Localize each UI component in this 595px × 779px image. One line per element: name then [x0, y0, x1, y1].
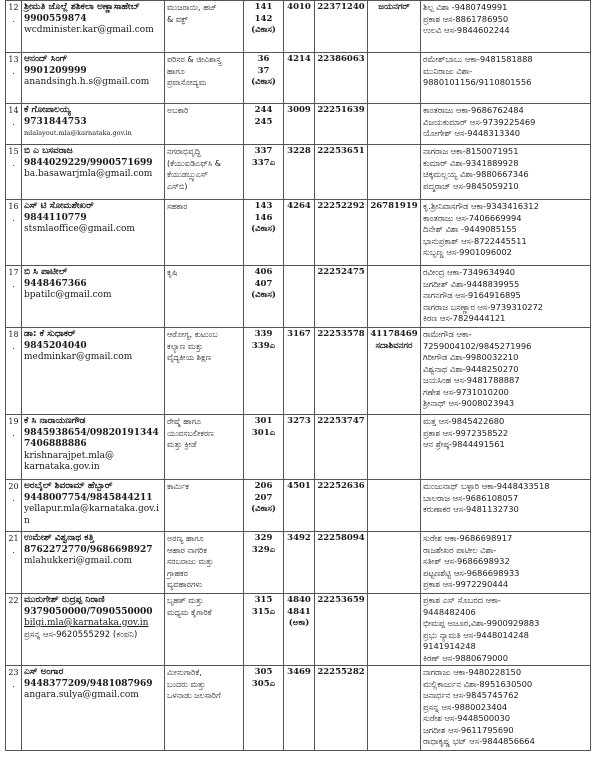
- department-cell: [165, 594, 244, 666]
- minister-phone: 9900559874: [24, 13, 87, 24]
- room-number: 244: [254, 105, 273, 115]
- room-number: 315ಎ: [251, 606, 276, 617]
- minister-cell: [22, 480, 165, 532]
- staff-contacts-cell: [421, 104, 591, 145]
- minister-name: ಬಿ ಸಿ ಪಾಟೀಲ್: [24, 267, 68, 277]
- department-line: ವ್ಯವಹಾರಗಳು: [167, 580, 203, 589]
- staff-contact: ಶ್ರೀನಾಥ್ ಆಸ-9008023943: [423, 398, 515, 408]
- room-number: 245: [254, 116, 273, 127]
- fax-or-residence: [368, 594, 421, 666]
- minister-name: ಕೆ ಸಿ ನಾರಾಯಣಗೌಡ: [24, 416, 86, 426]
- staff-contact: ನಾಗನಗೌಡ ಆಸ-9164916895: [423, 290, 521, 300]
- intercom-number: 3469: [284, 666, 315, 751]
- staff-contact: ಕುಮಾರ್ ವಿಶಾ-9341889928: [423, 157, 519, 168]
- intercom-number: 4010: [284, 1, 315, 53]
- department-cell: [165, 328, 244, 415]
- staff-contact: ಸುರೇಶ ಆಸ-9448500030: [423, 713, 511, 723]
- fax-or-residence: [368, 532, 421, 594]
- staff-contact: ಬಾಲರಾಜ ಆಸ-9686108057: [423, 492, 519, 503]
- room-number: 329ಎ: [251, 544, 276, 555]
- room-number: (ವಿಕಾಸ): [251, 224, 276, 234]
- staff-contact: ರಾಮೇಗೌಡ ಆಕಾ-: [423, 329, 472, 339]
- serial-number: 17.: [6, 266, 22, 328]
- minister-phone: 9845938654/09820191344 7406888886: [24, 427, 159, 449]
- fax-or-residence: [368, 666, 421, 751]
- room-number: 206: [254, 481, 273, 491]
- room-number: 407: [254, 278, 273, 289]
- minister-cell: [22, 266, 165, 328]
- minister-cell: [22, 145, 165, 200]
- staff-contacts-cell: [421, 328, 591, 415]
- room-number: (ವಿಕಾಸ): [251, 25, 276, 35]
- staff-contacts-cell: [421, 200, 591, 266]
- table-row: [6, 666, 591, 751]
- department-line: ಬಂದರು ಮತ್ತು: [167, 679, 206, 689]
- telephone-number: 22255282: [315, 666, 368, 751]
- staff-contact: 7259004102/9845271996: [423, 340, 532, 351]
- staff-contact: ವಿಶ್ವನಾಥ ವಿಶಾ-9448250270: [423, 363, 519, 374]
- fax-or-residence: 41178469 ಸದಾಶಿವನಗರ: [368, 328, 421, 415]
- department-cell: [165, 53, 244, 104]
- serial-number: 21.: [6, 532, 22, 594]
- department-line: ಒಳನಾಡು ಜಲಸಾರಿಗೆ: [167, 691, 221, 700]
- room-number: 315: [254, 595, 273, 605]
- fax-or-residence: [368, 266, 421, 328]
- department-line: ಮಧ್ಯಮ ಕೈಗಾರಿಕೆ: [167, 607, 212, 617]
- department-cell: [165, 1, 244, 53]
- table-row: [6, 145, 591, 200]
- minister-email: medminkar@gmail.com: [24, 352, 133, 362]
- serial-number: 20.: [6, 480, 22, 532]
- room-number: 305: [254, 667, 273, 677]
- minister-phone: 9448467366: [24, 278, 87, 289]
- table-row: [6, 104, 591, 145]
- room-cell: [244, 200, 284, 266]
- room-number: 146: [254, 212, 273, 223]
- minister-email: krishnarajpet.mla@: [24, 450, 115, 461]
- staff-contact: ಪ್ರಕಾಶ ಆಸ-8861786950: [423, 13, 509, 24]
- department-line: ಸಹಕಾರ: [167, 202, 188, 211]
- staff-contact: ಪದ್ಮರಾಜ್ ಆಸ-9845059210: [423, 180, 519, 191]
- room-cell: [244, 266, 284, 328]
- fax-or-residence: [368, 415, 421, 480]
- minister-cell: [22, 104, 165, 145]
- telephone-number: 22258094: [315, 532, 368, 594]
- department-line: ಆಹಾರ ನಾಗರಿಕ: [167, 545, 207, 555]
- staff-contact: ಆನ ಶ್ರೇಷ್ಠ-9844491561: [423, 439, 505, 449]
- serial-number: 15.: [6, 145, 22, 200]
- minister-cell: [22, 1, 165, 53]
- telephone-number: 22253747: [315, 415, 368, 480]
- table-body: [6, 1, 591, 751]
- fax-or-residence: [368, 145, 421, 200]
- room-cell: [244, 328, 284, 415]
- fax-or-residence: [368, 53, 421, 104]
- staff-contact: ಮತ್ತ ಆಸ-9845422680: [423, 416, 505, 426]
- serial-number: 12.: [6, 1, 22, 53]
- staff-contact: ಗಣೇಶ ಆಸ-9731010200: [423, 386, 509, 397]
- staff-contact: ಕಾಂತರಾಜು ಆಸ-7406669994: [423, 212, 522, 223]
- staff-contact: ದಿನೇಶ್ ವಿಶಾ -9449085155: [423, 224, 517, 234]
- department-line: ಕೃಷಿ: [167, 268, 178, 277]
- intercom-number: 3492: [284, 532, 315, 594]
- department-cell: [165, 532, 244, 594]
- department-line: ವೈದ್ಯಕೀಯ ಶಿಕ್ಷಣ: [167, 353, 212, 362]
- department-line: ಸರಬರಾಜು ಮತ್ತು: [167, 557, 214, 566]
- department-cell: [165, 480, 244, 532]
- minister-name: ಉಮೇಶ್ ವಿಶ್ವನಾಥ ಕತ್ತಿ: [24, 533, 94, 543]
- department-line: ಕಾರ್ಮಿಕ: [167, 482, 189, 491]
- minister-email: mlahukkeri@gmail.com: [24, 556, 133, 566]
- intercom-number: 4264: [284, 200, 315, 266]
- department-cell: [165, 200, 244, 266]
- department-line: ಮತ್ತು ಕ್ರೀಡೆ: [167, 440, 197, 449]
- minister-name: ಅರಬೈಲ್ ಶಿವರಾಮ್ ಹೆಬ್ಬಾರ್: [24, 481, 113, 491]
- fax-or-residence: ಜಯನಗರ್: [368, 1, 421, 53]
- minister-cell: [22, 53, 165, 104]
- staff-contact: ರವೀಂದ್ರ ಆಕಾ-7349634940: [423, 267, 516, 277]
- minister-email: anandsingh.h.s@gmail.com: [24, 77, 150, 87]
- room-number: 329: [254, 533, 273, 543]
- staff-contact: ರಾಧಾಕೃಷ್ಣ ಭಟ್ ಆಸ-9844856664: [423, 736, 535, 746]
- telephone-number: 22371240: [315, 1, 368, 53]
- minister-email: yellapur.mla@karnataka.gov.in: [24, 504, 159, 526]
- minister-cell: [22, 594, 165, 666]
- room-number: 36: [257, 54, 270, 64]
- department-line: ಕಲ್ಯಾಣ ಮತ್ತು: [167, 341, 203, 351]
- staff-contact: ಮಲ್ಲಿಕಾರ್ಜುನ ವಿಶಾ-8951630500: [423, 678, 533, 689]
- staff-contact: ಭಾನುಪ್ರಕಾಶ್ ಆಸ-8722445511: [423, 235, 527, 246]
- staff-contact: ಪ್ರಸನ್ನ ಆಸ-9880023404: [423, 701, 508, 712]
- room-cell: [244, 104, 284, 145]
- intercom-number: 3167: [284, 328, 315, 415]
- minister-name: ಎಸ್ ಅಂಗಾರ: [24, 667, 64, 677]
- minister-email: wcdminister.kar@gmail.com: [24, 25, 154, 35]
- staff-contact: 9141914248: [423, 641, 476, 651]
- minister-phone: 9379050000/7090550000: [24, 606, 153, 617]
- minister-cell: [22, 666, 165, 751]
- room-cell: [244, 480, 284, 532]
- minister-cell: [22, 200, 165, 266]
- telephone-number: 22251639: [315, 104, 368, 145]
- minister-phone: 9845204040: [24, 340, 87, 351]
- staff-contact: ಪಟ್ಟಣಶೆಟ್ಟಿ ಆಸ-9686698933: [423, 567, 520, 578]
- staff-contact: ನಾಗರಾಜು ಆಕಾ-9480228150: [423, 667, 522, 677]
- room-cell: [244, 666, 284, 751]
- table-row: [6, 328, 591, 415]
- department-line: ಎಸ್‌ಬಿ): [167, 181, 188, 191]
- department-line: ಮುಜರಾಯಿ, ಹಜ್: [167, 3, 217, 12]
- staff-contact: ಸುರೇಶ ಆಕಾ-9686698917: [423, 533, 513, 543]
- intercom-number: [284, 266, 315, 328]
- minister-email: bpatilc@gmail.com: [24, 290, 112, 300]
- table-row: [6, 266, 591, 328]
- room-number: 142: [254, 13, 273, 24]
- staff-contact: ನಾಗರಾಜ ಬಸಣ್ಣಾರ ಆಸ-9739310272: [423, 301, 544, 312]
- telephone-number: 22386063: [315, 53, 368, 104]
- staff-contact: ಯೋಗೇಶ್ ಆಸ-9448313340: [423, 128, 521, 138]
- minister-name: ಶ್ರೀಮತಿ ಜೊಲ್ಲೆ ಶಶಿಕಲಾ ಅಣ್ಣಾಸಾಹೇಬ್: [24, 2, 140, 12]
- staff-contact: ರಮೇಶ್‌ಬಾಬು ಆಕಾ-9481581888: [423, 54, 533, 64]
- room-number: 207: [254, 492, 273, 503]
- serial-number: 18.: [6, 328, 22, 415]
- department-line: ಪರಿಸರ & ಜೀವಿಶಾಸ್ತ್ರ: [167, 55, 222, 64]
- staff-contact: ಕಿರಣ ಆಸ-7829444121: [423, 313, 506, 323]
- telephone-number: 22252636: [315, 480, 368, 532]
- room-number: 141: [254, 2, 273, 12]
- room-cell: [244, 594, 284, 666]
- minister-name: ಕೆ ಗೋಪಾಲಯ್ಯ: [24, 105, 71, 115]
- staff-contact: ಜನಾರ್ಧನ ಆಸ-9845745762: [423, 690, 519, 700]
- staff-contact: 9448482406: [423, 606, 476, 617]
- staff-contact: ಚಿಕ್ಕಮಲ್ಲಯ್ಯ ವಿಶಾ-9880667346: [423, 169, 529, 179]
- staff-contacts-cell: [421, 415, 591, 480]
- staff-contact: ಸುಬ್ಬಣ್ಣ ಆಸ-9901096002: [423, 247, 512, 257]
- intercom-number: 4501: [284, 480, 315, 532]
- room-number: 337ಎ: [251, 157, 276, 168]
- room-number: 37: [257, 65, 270, 76]
- staff-contact: ಭೀಮಪ್ಪ ಅಜೂರ,ವಿಶಾ-9900929883: [423, 618, 540, 628]
- room-cell: [244, 415, 284, 480]
- room-number: (ವಿಕಾಸ): [251, 77, 276, 87]
- staff-contact: ಮುನಿರಾಜು ವಿಶಾ-: [423, 65, 473, 76]
- minister-cell: [22, 328, 165, 415]
- staff-contact: ಸತೀಶ್ ಆಸ-9686698932: [423, 556, 510, 566]
- room-number: 305ಎ: [251, 678, 276, 689]
- minister-email: ba.basawarjmla@gmail.com: [24, 169, 153, 179]
- staff-contact: ವಿಜಯಕುಮಾರ್ ಆಸ-9739225469: [423, 116, 536, 127]
- minister-name: ಡಾ: ಕೆ ಸುಧಾಕರ್: [24, 329, 76, 339]
- serial-number: 16.: [6, 200, 22, 266]
- department-cell: [165, 145, 244, 200]
- department-line: ಆರೋಗ್ಯ, ಕುಟುಂಬ: [167, 330, 218, 339]
- staff-contact: ಕೃ.ಶ್ರೀನಿವಾಸಗೌಡ ಆಕಾ-9343416312: [423, 201, 539, 211]
- serial-number: 19.: [6, 415, 22, 480]
- staff-contacts-cell: [421, 532, 591, 594]
- staff-contact: ಕರುಣಾಕರ ಆಸ-9481132730: [423, 504, 519, 514]
- room-cell: [244, 145, 284, 200]
- staff-contact: ಜಗದೀಶ ಆಸ-9611795690: [423, 724, 514, 735]
- staff-contact: ಶಿಲ್ಪ ವಿಶಾ -9480749991: [423, 2, 508, 12]
- serial-number: 23.: [6, 666, 22, 751]
- minister-name: ಮುರುಗೇಶ್ ರುದ್ರಪ್ಪ ನಿರಾಣಿ: [24, 595, 105, 605]
- telephone-number: 22252292: [315, 200, 368, 266]
- staff-contacts-cell: [421, 1, 591, 53]
- minister-phone: 9844110779: [24, 212, 87, 223]
- staff-contact: ಉಲವಿ ಆಸ-9844602244: [423, 25, 510, 35]
- staff-contact: ನಾಗರಾಜ ಆಕಾ-8150071951: [423, 146, 519, 156]
- staff-contact: ಜಯಸಿಂಹ ಆಸ-9481788887: [423, 375, 520, 385]
- table-row: [6, 1, 591, 53]
- department-line: ಅರಣ್ಯ ಹಾಗೂ: [167, 534, 204, 543]
- telephone-number: 22253651: [315, 145, 368, 200]
- minister-phone: 9731844753: [24, 116, 87, 127]
- intercom-number: 4214: [284, 53, 315, 104]
- room-cell: [244, 1, 284, 53]
- fax-or-residence: 26781919: [368, 200, 421, 266]
- department-cell: [165, 266, 244, 328]
- room-number: 337: [254, 146, 273, 156]
- minister-email: karnataka.gov.in: [24, 462, 100, 472]
- room-number: (ವಿಕಾಸ): [251, 504, 276, 514]
- department-line: (ಕೆಯುಐಡಿಎಫ್‌ಸಿ &: [167, 158, 221, 168]
- table-row: [6, 480, 591, 532]
- staff-contact: ಜಗದೀಶ್ ವಿಶಾ-9448839955: [423, 278, 520, 289]
- telephone-number: 22253659: [315, 594, 368, 666]
- minister-name: ಆನಂದ್ ಸಿಂಗ್: [24, 54, 68, 64]
- staff-contact: ಗಿರೀಗೌಡ ವಿಶಾ-9980032210: [423, 352, 519, 362]
- minister-phone: 9448007754/9845844211: [24, 492, 153, 503]
- room-number: 406: [254, 267, 273, 277]
- department-line: ಕೆಯುಡಬ್ಲ್ಯುಎಸ್: [167, 170, 208, 179]
- minister-email[interactable]: bilgi.mla@karnataka.gov.in: [24, 618, 149, 628]
- department-line: ಮೀನುಗಾರಿಕೆ,: [167, 668, 202, 677]
- room-number: (ವಿಕಾಸ): [251, 290, 276, 300]
- room-number: 301ಎ: [251, 427, 276, 438]
- minister-email: mlalayout.mla@karnataka.gov.in: [24, 129, 132, 137]
- room-number: 143: [254, 201, 273, 211]
- department-cell: [165, 415, 244, 480]
- department-line: ಅಬಕಾರಿ: [167, 106, 189, 115]
- room-number: 339: [254, 329, 273, 339]
- minister-name: ಎಸ್ ಟಿ ಸೋಮಶೇಖರ್: [24, 201, 94, 211]
- telephone-number: 22253578: [315, 328, 368, 415]
- minister-directory-table: [5, 0, 591, 751]
- serial-number: 13.: [6, 53, 22, 104]
- minister-email: angara.sulya@gmail.com: [24, 690, 139, 700]
- staff-contact: ಪ್ರಭು ನ್ಯಾಮತಿ ಆಸ-9448014248: [423, 629, 529, 640]
- room-cell: [244, 532, 284, 594]
- intercom-number: 3273: [284, 415, 315, 480]
- staff-contact: ಪ್ರಕಾಶ ಆಸ-9972290444: [423, 579, 509, 589]
- staff-contacts-cell: [421, 266, 591, 328]
- table-row: [6, 532, 591, 594]
- room-number: 339ಎ: [251, 340, 276, 351]
- staff-contacts-cell: [421, 145, 591, 200]
- room-cell: [244, 53, 284, 104]
- staff-contacts-cell: [421, 666, 591, 751]
- table-row: [6, 415, 591, 480]
- minister-name: ಬಿ ಎ ಬಸವರಾಜ: [24, 146, 73, 156]
- department-line: ರೇಷ್ಮೆ ಹಾಗೂ: [167, 417, 202, 426]
- minister-cell: [22, 415, 165, 480]
- department-cell: [165, 104, 244, 145]
- minister-phone: 9448377209/9481087969: [24, 678, 153, 689]
- department-cell: [165, 666, 244, 751]
- intercom-number: 3009: [284, 104, 315, 145]
- table-row: [6, 53, 591, 104]
- staff-contacts-cell: [421, 594, 591, 666]
- staff-contact: ಕಿರಣ್ ಆಸ-9880679000: [423, 652, 508, 663]
- staff-contact: ಕಾಂತರಾಜು ಆಕಾ-9686762484: [423, 105, 524, 115]
- staff-contact: ಪ್ರಕಾಶ ಆಸ-9972358522: [423, 427, 509, 438]
- minister-extra-contact: ಪ್ರಸನ್ನ ಆಸ-9620555292 (ಕಂಪನಿ): [24, 629, 138, 640]
- minister-phone: 8762272770/9686698927: [24, 544, 153, 555]
- minister-cell: [22, 532, 165, 594]
- department-line: ಬೃಹತ್ ಮತ್ತು: [167, 596, 204, 605]
- department-line: ಯುವಸಬಲೀಕರಣ: [167, 428, 214, 438]
- department-line: ಹಾಗೂ: [167, 66, 185, 76]
- fax-or-residence: [368, 104, 421, 145]
- department-line: & ವಕ್ಫ್: [167, 14, 188, 24]
- staff-contact: ಮಂಜುನಾಥ್ ಬಳ್ಳಾರಿ ಆಕಾ-9448433518: [423, 481, 550, 491]
- staff-contact: 9880101156/9110801556: [423, 77, 532, 87]
- department-line: ಗ್ರಾಹಕರ: [167, 568, 188, 578]
- staff-contact: ರಾಜಶೇಖರ ಪಾಟೀಲ ವಿಶಾ-: [423, 544, 497, 555]
- staff-contacts-cell: [421, 480, 591, 532]
- minister-phone: 9844029229/9900571699: [24, 157, 153, 168]
- serial-number: 22: [6, 594, 22, 666]
- room-number: 301: [254, 416, 273, 426]
- staff-contact: ಪ್ರಕಾಶ ಎಸ್ ಸೊಬರದ ಆಕಾ-: [423, 595, 501, 605]
- department-line: ನಗರಾಭಿವೃದ್ಧಿ: [167, 147, 201, 156]
- serial-number: 14.: [6, 104, 22, 145]
- minister-email: stsmlaoffice@gmail.com: [24, 224, 135, 234]
- intercom-number: 3228: [284, 145, 315, 200]
- fax-or-residence: [368, 480, 421, 532]
- table-row: [6, 594, 591, 666]
- telephone-number: 22252475: [315, 266, 368, 328]
- table-row: [6, 200, 591, 266]
- staff-contacts-cell: [421, 53, 591, 104]
- intercom-number: 4840 4841 (ಅಕಾ): [284, 594, 315, 666]
- minister-phone: 9901209999: [24, 65, 87, 76]
- department-line: ಪ್ರವಾಸೋದ್ಯಮ: [167, 78, 207, 87]
